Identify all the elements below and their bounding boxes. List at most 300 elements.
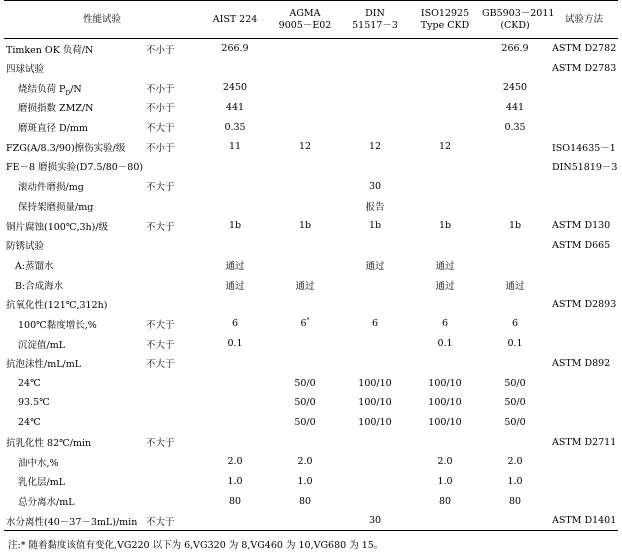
- spec-value-aist: [200, 373, 270, 393]
- test-method-cell: [550, 393, 618, 413]
- requirement-cell: [144, 393, 200, 413]
- spec-value-iso: [410, 235, 480, 255]
- spec-value-text: 50/0: [294, 377, 316, 389]
- spec-value-text: 80: [438, 495, 452, 507]
- spec-value-text: 6: [231, 318, 239, 330]
- test-item-unit: /N: [70, 83, 82, 95]
- spec-value-aist: [200, 413, 270, 433]
- test-item-label: 抗氧化性(121℃,312h): [6, 300, 108, 312]
- spec-value-din: [340, 393, 410, 413]
- spec-value-din: [340, 334, 410, 354]
- test-item-label: 磨斑直径 D/mm: [18, 123, 88, 135]
- spec-value-text: 2450: [502, 82, 528, 94]
- test-item-label: 24℃: [18, 377, 41, 389]
- spec-value-text: 441: [505, 101, 525, 113]
- spec-value-iso: [410, 373, 480, 393]
- spec-value-agma: [270, 413, 340, 433]
- spec-value-din: [340, 58, 410, 78]
- spec-value-gb: [480, 117, 550, 137]
- requirement-cell: 不小于: [146, 83, 175, 95]
- test-method-cell: ASTM D1401: [550, 511, 618, 531]
- spec-value-text: 0.1: [227, 338, 243, 350]
- test-item-label: 100℃黏度增长,%: [18, 319, 97, 331]
- spec-value-gb: [480, 472, 550, 492]
- requirement-cell: 不大于: [146, 319, 175, 331]
- spec-value-text: 50/0: [504, 416, 526, 428]
- header-din: [340, 1, 410, 39]
- spec-value-din: [340, 98, 410, 118]
- spec-value-text: 1.0: [437, 475, 453, 487]
- test-item-label: FZG(A/8.3/90)擦伤实验/级: [6, 142, 126, 154]
- spec-value-text: 0.1: [507, 338, 523, 350]
- spec-value-iso: [410, 354, 480, 374]
- test-method-cell: [550, 491, 618, 511]
- header-agma: [270, 1, 340, 39]
- test-item-cell: [4, 235, 144, 255]
- test-item-label: 沉淀值/mL: [18, 339, 66, 351]
- spec-value-din: [340, 314, 410, 334]
- footnote-marker: *: [306, 317, 310, 325]
- spec-value-aist: [200, 491, 270, 511]
- spec-value-agma: [270, 58, 340, 78]
- test-item-cell: [4, 275, 144, 295]
- spec-value-gb: [480, 98, 550, 118]
- spec-value-text: 1.0: [227, 475, 243, 487]
- spec-value-aist: [200, 511, 270, 531]
- spec-value-text: 6: [441, 318, 449, 330]
- spec-value-agma: [270, 39, 340, 59]
- spec-value-agma: [270, 216, 340, 236]
- spec-value-iso: [410, 137, 480, 157]
- test-item-cell: [4, 137, 144, 157]
- spec-value-gb: [480, 413, 550, 433]
- spec-value-text: 50/0: [504, 377, 526, 389]
- spec-value-din: [340, 196, 410, 216]
- spec-value-text: 2.0: [507, 456, 523, 468]
- test-item-cell: [4, 39, 144, 59]
- spec-value-text: 12: [298, 141, 312, 153]
- test-method-cell: [550, 176, 618, 196]
- table-row: [4, 98, 618, 118]
- table-row: [4, 78, 618, 98]
- header-method: 试验方法: [550, 1, 618, 39]
- spec-value-text: 1b: [298, 220, 312, 232]
- test-item-label: 总分离水/mL: [18, 497, 75, 509]
- spec-value-gb: [480, 275, 550, 295]
- header-gb-line2: (CKD): [500, 19, 530, 31]
- spec-value-text: 6: [371, 318, 379, 330]
- spec-value-text: 报告: [365, 201, 385, 213]
- spec-value-text: 通过: [435, 260, 455, 272]
- spec-value-agma: [270, 255, 340, 275]
- requirement-cell: 不大于: [146, 339, 175, 351]
- spec-value-din: [340, 432, 410, 452]
- test-method-cell: [550, 413, 618, 433]
- spec-value-gb: [480, 294, 550, 314]
- spec-value-din: [340, 176, 410, 196]
- spec-value-agma: [270, 432, 340, 452]
- spec-value-gb: [480, 314, 550, 334]
- header-agma-line1: AGMA: [289, 7, 321, 19]
- spec-value-aist: [200, 472, 270, 492]
- spec-value-text: 100/10: [428, 416, 462, 428]
- header-iso-line2: Type CKD: [420, 19, 470, 31]
- spec-value-text: 50/0: [294, 416, 316, 428]
- spec-value-aist: [200, 157, 270, 177]
- spec-value-iso: [410, 216, 480, 236]
- table-row: [4, 176, 618, 196]
- table-body: [4, 39, 618, 531]
- spec-value-iso: [410, 413, 480, 433]
- test-item-label: 抗乳化性 82℃/min: [6, 438, 92, 450]
- requirement-cell: [144, 413, 200, 433]
- spec-value-din: [340, 413, 410, 433]
- spec-value-text: 通过: [225, 260, 245, 272]
- test-item-cell: [4, 511, 144, 531]
- spec-value-text: 1b: [228, 220, 242, 232]
- test-item-cell: [4, 196, 144, 216]
- spec-value-text: 通过: [295, 280, 315, 292]
- test-method-cell: ASTM D2783: [552, 62, 617, 74]
- spec-value-din: [340, 39, 410, 59]
- spec-value-agma: [270, 373, 340, 393]
- spec-value-din: [340, 294, 410, 314]
- spec-value-aist: [200, 58, 270, 78]
- table-row: [4, 255, 618, 275]
- spec-value-aist: [200, 137, 270, 157]
- spec-value-agma: [270, 98, 340, 118]
- spec-value-iso: [410, 275, 480, 295]
- spec-value-iso: [410, 491, 480, 511]
- test-method-cell: ASTM D892: [552, 357, 611, 369]
- spec-value-text: 100/10: [358, 377, 392, 389]
- spec-value-text: 1b: [508, 220, 522, 232]
- requirement-cell: [144, 235, 200, 255]
- test-item-cell: [4, 78, 144, 98]
- spec-value-text: 0.35: [504, 121, 526, 133]
- requirement-cell: [144, 58, 200, 78]
- footnote: 注:* 随着黏度该值有变化,VG220 以下为 6,VG320 为 8,VG460 为 10,VG680 为 15。: [8, 540, 384, 551]
- test-method-cell: ASTM D2711: [552, 436, 617, 448]
- spec-value-agma: [270, 334, 340, 354]
- test-item-label: Timken OK 负荷/N: [6, 44, 94, 56]
- spec-value-iso: [410, 196, 480, 216]
- spec-value-gb: [480, 393, 550, 413]
- test-item-label: 四球试验: [6, 64, 45, 76]
- spec-value-din: [340, 275, 410, 295]
- spec-value-gb: [480, 216, 550, 236]
- spec-value-din: [340, 491, 410, 511]
- spec-value-text: 30: [368, 180, 382, 192]
- spec-value-text: 11: [228, 141, 242, 153]
- test-item-label: 烧结负荷 P: [18, 83, 66, 95]
- spec-value-iso: [410, 176, 480, 196]
- spec-value-din: [340, 511, 410, 531]
- spec-value-din: [340, 452, 410, 472]
- test-item-label: 油中水,%: [18, 457, 59, 469]
- header-din-line2: 51517－3: [352, 19, 398, 31]
- table-row: [4, 511, 618, 531]
- spec-value-text: 100/10: [358, 397, 392, 409]
- spec-value-text: 50/0: [504, 397, 526, 409]
- test-item-cell: [4, 373, 144, 393]
- spec-value-agma: [270, 491, 340, 511]
- spec-value-iso: [410, 157, 480, 177]
- spec-value-iso: [410, 117, 480, 137]
- table-row: [4, 137, 618, 157]
- test-method-cell: [550, 373, 618, 393]
- test-item-cell: [4, 58, 144, 78]
- spec-value-iso: [410, 39, 480, 59]
- requirement-cell: [144, 294, 200, 314]
- test-method-cell: [550, 78, 618, 98]
- spec-value-agma: [270, 393, 340, 413]
- spec-value-agma: [270, 137, 340, 157]
- test-method-cell: [550, 98, 618, 118]
- spec-value-gb: [480, 137, 550, 157]
- spec-value-iso: [410, 314, 480, 334]
- table-row: [4, 432, 618, 452]
- spec-value-gb: [480, 196, 550, 216]
- test-item-label: 磨损指数 ZMZ/N: [18, 103, 94, 115]
- spec-value-gb: [480, 491, 550, 511]
- spec-value-aist: [200, 334, 270, 354]
- test-method-cell: ASTM D130: [552, 220, 611, 232]
- spec-value-din: [340, 137, 410, 157]
- spec-value-text: 100/10: [428, 377, 462, 389]
- spec-value-agma: [270, 314, 340, 334]
- header-gb-line1: GB5903－2011: [482, 7, 555, 19]
- spec-value-din: [340, 255, 410, 275]
- spec-value-gb: [480, 334, 550, 354]
- test-method-cell: [550, 314, 618, 334]
- test-method-cell: [550, 334, 618, 354]
- test-item-cell: [4, 491, 144, 511]
- header-aist: AIST 224: [200, 1, 270, 39]
- requirement-cell: [144, 491, 200, 511]
- spec-value-gb: [480, 157, 550, 177]
- spec-value-text: 6: [300, 318, 307, 330]
- header-iso: [410, 1, 480, 39]
- spec-value-aist: [200, 235, 270, 255]
- spec-value-aist: [200, 393, 270, 413]
- spec-value-agma: [270, 452, 340, 472]
- spec-value-aist: [200, 432, 270, 452]
- requirement-cell: [144, 373, 200, 393]
- test-item-cell: [4, 294, 144, 314]
- header-agma-line2: 9005－E02: [278, 19, 332, 31]
- spec-value-aist: [200, 255, 270, 275]
- table-row: [4, 334, 618, 354]
- spec-value-aist: [200, 196, 270, 216]
- spec-value-agma: [270, 78, 340, 98]
- spec-value-text: 2.0: [297, 456, 313, 468]
- table-row: [4, 216, 618, 236]
- spec-value-iso: [410, 58, 480, 78]
- spec-value-gb: [480, 78, 550, 98]
- test-method-cell: [550, 255, 618, 275]
- table-row: [4, 39, 618, 59]
- test-item-label: B:合成海水: [15, 280, 64, 292]
- spec-value-text: 1b: [368, 220, 382, 232]
- table-row: [4, 294, 618, 314]
- spec-value-text: 通过: [365, 260, 385, 272]
- table-row: [4, 413, 618, 433]
- requirement-cell: [144, 472, 200, 492]
- header-din-line1: DIN: [365, 7, 385, 19]
- requirement-cell: 不大于: [146, 221, 175, 233]
- table-row: [4, 275, 618, 295]
- requirement-cell: 不大于: [146, 182, 175, 194]
- spec-value-text: 0.1: [437, 338, 453, 350]
- spec-value-agma: [270, 176, 340, 196]
- header-iso-line1: ISO12925: [420, 7, 470, 19]
- spec-value-iso: [410, 334, 480, 354]
- spec-value-text: 12: [438, 141, 452, 153]
- requirement-cell: 不大于: [146, 123, 175, 135]
- spec-value-din: [340, 117, 410, 137]
- test-item-label: 乳化层/mL: [18, 477, 66, 489]
- table-row: [4, 235, 618, 255]
- test-item-cell: [4, 98, 144, 118]
- test-item-label: 抗泡沫性/mL/mL: [6, 359, 82, 371]
- spec-value-text: 12: [368, 141, 382, 153]
- spec-value-text: 80: [298, 495, 312, 507]
- spec-value-text: 441: [225, 101, 245, 113]
- test-item-label: FE－8 磨损实验(D7.5/80－80): [6, 162, 144, 174]
- spec-value-gb: [480, 373, 550, 393]
- spec-value-aist: [200, 98, 270, 118]
- test-item-cell: [4, 176, 144, 196]
- table-row: [4, 373, 618, 393]
- spec-value-agma: [270, 117, 340, 137]
- spec-value-iso: [410, 255, 480, 275]
- test-item-cell: [4, 255, 144, 275]
- test-item-label: 保持架磨损量/mg: [18, 201, 94, 213]
- table-row: [4, 393, 618, 413]
- spec-value-gb: [480, 511, 550, 531]
- spec-value-text: 1b: [438, 220, 452, 232]
- test-item-cell: [4, 354, 144, 374]
- spec-value-agma: [270, 157, 340, 177]
- spec-value-din: [340, 354, 410, 374]
- spec-value-aist: [200, 176, 270, 196]
- spec-value-text: 50/0: [294, 397, 316, 409]
- test-item-label: 铜片腐蚀(100℃,3h)/级: [6, 221, 109, 233]
- spec-value-gb: [480, 432, 550, 452]
- spec-value-aist: [200, 354, 270, 374]
- spec-value-din: [340, 157, 410, 177]
- test-item-cell: [4, 413, 144, 433]
- test-method-cell: [550, 452, 618, 472]
- requirement-cell: 不小于: [146, 103, 175, 115]
- spec-value-iso: [410, 294, 480, 314]
- test-method-cell: [550, 196, 618, 216]
- spec-table: [4, 0, 618, 531]
- test-item-cell: [4, 452, 144, 472]
- test-method-cell: ISO14635－1: [552, 142, 616, 154]
- spec-value-din: [340, 235, 410, 255]
- spec-value-text: 2.0: [437, 456, 453, 468]
- test-item-cell: [4, 393, 144, 413]
- spec-value-iso: [410, 432, 480, 452]
- spec-value-text: 0.35: [224, 121, 246, 133]
- spec-value-text: 通过: [505, 280, 525, 292]
- spec-value-aist: [200, 314, 270, 334]
- requirement-cell: [144, 452, 200, 472]
- test-item-label: 防锈试验: [6, 241, 45, 253]
- spec-value-iso: [410, 98, 480, 118]
- spec-value-text: 100/10: [358, 416, 392, 428]
- spec-value-text: 1.0: [507, 475, 523, 487]
- table-row: [4, 196, 618, 216]
- spec-value-aist: [200, 275, 270, 295]
- spec-value-text: 1.0: [297, 475, 313, 487]
- spec-value-text: 80: [228, 495, 242, 507]
- spec-value-din: [340, 216, 410, 236]
- table-row: [4, 58, 618, 78]
- header-item: 性能试验: [4, 1, 200, 39]
- spec-value-text: 2450: [222, 82, 248, 94]
- spec-value-text: 80: [508, 495, 522, 507]
- requirement-cell: [144, 275, 200, 295]
- spec-value-aist: [200, 117, 270, 137]
- test-item-cell: [4, 432, 144, 452]
- spec-value-text: 30: [368, 515, 382, 527]
- test-method-cell: [550, 275, 618, 295]
- spec-value-agma: [270, 196, 340, 216]
- spec-value-iso: [410, 78, 480, 98]
- test-item-cell: [4, 314, 144, 334]
- spec-value-agma: [270, 472, 340, 492]
- spec-value-gb: [480, 39, 550, 59]
- test-item-label: A:蒸馏水: [15, 260, 54, 272]
- spec-value-iso: [410, 511, 480, 531]
- spec-value-gb: [480, 235, 550, 255]
- test-method-cell: ASTM D2893: [552, 298, 617, 310]
- spec-value-text: 6: [511, 318, 519, 330]
- spec-value-text: 通过: [435, 280, 455, 292]
- test-method-cell: [550, 117, 618, 137]
- spec-value-din: [340, 472, 410, 492]
- test-method-cell: DIN51819－3: [552, 162, 618, 174]
- requirement-cell: 不小于: [146, 44, 175, 56]
- requirement-cell: 不大于: [146, 438, 175, 450]
- requirement-cell: [144, 196, 200, 216]
- spec-value-text: 266.9: [221, 43, 249, 55]
- spec-value-gb: [480, 452, 550, 472]
- table-row: [4, 491, 618, 511]
- table-row: [4, 117, 618, 137]
- spec-value-agma: [270, 354, 340, 374]
- spec-value-iso: [410, 472, 480, 492]
- spec-value-gb: [480, 176, 550, 196]
- test-item-label: 水分离性(40－37－3mL)/min: [6, 516, 138, 528]
- table-row: [4, 472, 618, 492]
- spec-value-agma: [270, 511, 340, 531]
- requirement-cell: 不小于: [146, 142, 175, 154]
- spec-value-agma: [270, 294, 340, 314]
- test-method-cell: ASTM D665: [552, 239, 611, 251]
- spec-value-agma: [270, 275, 340, 295]
- spec-value-text: 266.9: [501, 43, 529, 55]
- test-item-label: 93.5℃: [18, 397, 50, 409]
- test-item-cell: [4, 117, 144, 137]
- spec-value-gb: [480, 255, 550, 275]
- test-item-label: 24℃: [18, 416, 41, 428]
- spec-value-iso: [410, 393, 480, 413]
- test-method-cell: [550, 472, 618, 492]
